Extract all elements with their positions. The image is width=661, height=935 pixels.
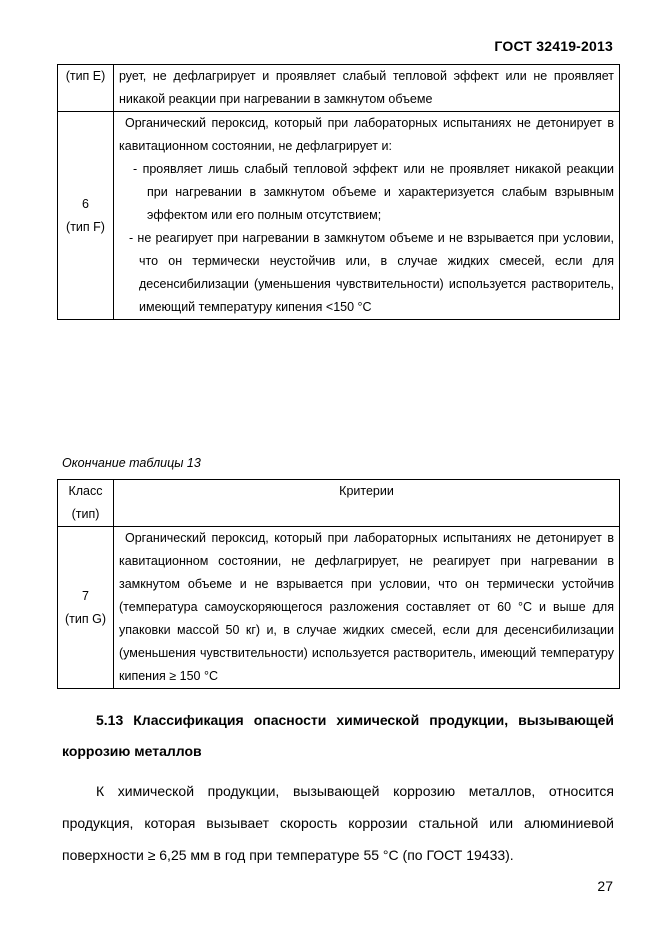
criteria-cell — [114, 527, 620, 689]
table-header-row — [58, 480, 620, 527]
table-row — [58, 65, 620, 112]
class-header-cell — [58, 480, 114, 527]
criteria-header-cell — [114, 480, 620, 527]
type-header: (тип) — [71, 507, 100, 521]
table-caption: Окончание таблицы 13 — [62, 456, 201, 470]
class-header: Класс — [68, 484, 103, 498]
class-type-label: (тип F) — [66, 219, 105, 234]
class-number: 7 — [82, 588, 89, 603]
class-type-label: (тип G) — [65, 611, 106, 626]
criteria-table-bottom — [57, 479, 620, 689]
section-paragraph: К химической продукции, вызывающей коррозию металлов, относится продукция, которая вызывает скорость коррозии стальной или алюминиевой поверхности ≥ 6,25 мм в год при температуре 55 °C (по ГОСТ 19433). — [62, 783, 614, 863]
class-number: 6 — [82, 196, 89, 211]
criteria-cell — [114, 112, 620, 320]
page-number: 27 — [597, 878, 613, 894]
section-heading-text: 5.13 Классификация опасности химической продукции, вызывающей коррозию металлов — [62, 712, 614, 759]
section-heading — [62, 705, 614, 767]
criteria-cell — [114, 65, 620, 112]
criteria-text: Органический пероксид, который при лабораторных испытаниях не детонирует в кавитационном состоянии, не дефлагрирует, не реагирует при нагревании в замкнутом объеме и не взрывается при условии, что он термически устойчив (температура самоускоряющегося разложения составляет от 60 °C и выше для упаковки массой 50 кг) и, в случае жидких смесей, если для десенсибилизации (уменьшения чувствительности) используется растворитель, имеющий температуру кипения ≥ 150 °C — [119, 531, 614, 683]
criteria-bullet: - проявляет лишь слабый тепловой эффект или не проявляет никакой реакции при нагревании в замкнутом объеме и характеризуется слабым взрывным эффектом или его полным отсутствием; — [133, 162, 614, 222]
criteria-intro: Органический пероксид, который при лабораторных испытаниях не детонирует в кавитационном состоянии, не дефлагрирует и: — [119, 116, 614, 153]
class-cell — [58, 112, 114, 320]
class-cell — [58, 527, 114, 689]
criteria-header: Критерии — [339, 484, 394, 498]
criteria-table-top — [57, 64, 620, 320]
document-id: ГОСТ 32419-2013 — [494, 38, 613, 54]
class-type-label: (тип E) — [65, 69, 106, 83]
class-cell — [58, 65, 114, 112]
criteria-bullet: - не реагирует при нагревании в замкнутом объеме и не взрывается при условии, что он термически неустойчив или, в случае жидких смесей, если для десенсибилизации (уменьшения чувствительности) используется растворитель, имеющий температуру кипения <150 °C — [129, 231, 614, 314]
table-row — [58, 527, 620, 689]
criteria-text: рует, не дефлагрирует и проявляет слабый тепловой эффект или не проявляет никакой реакции при нагревании в замкнутом объеме — [119, 69, 614, 106]
table-row — [58, 112, 620, 320]
